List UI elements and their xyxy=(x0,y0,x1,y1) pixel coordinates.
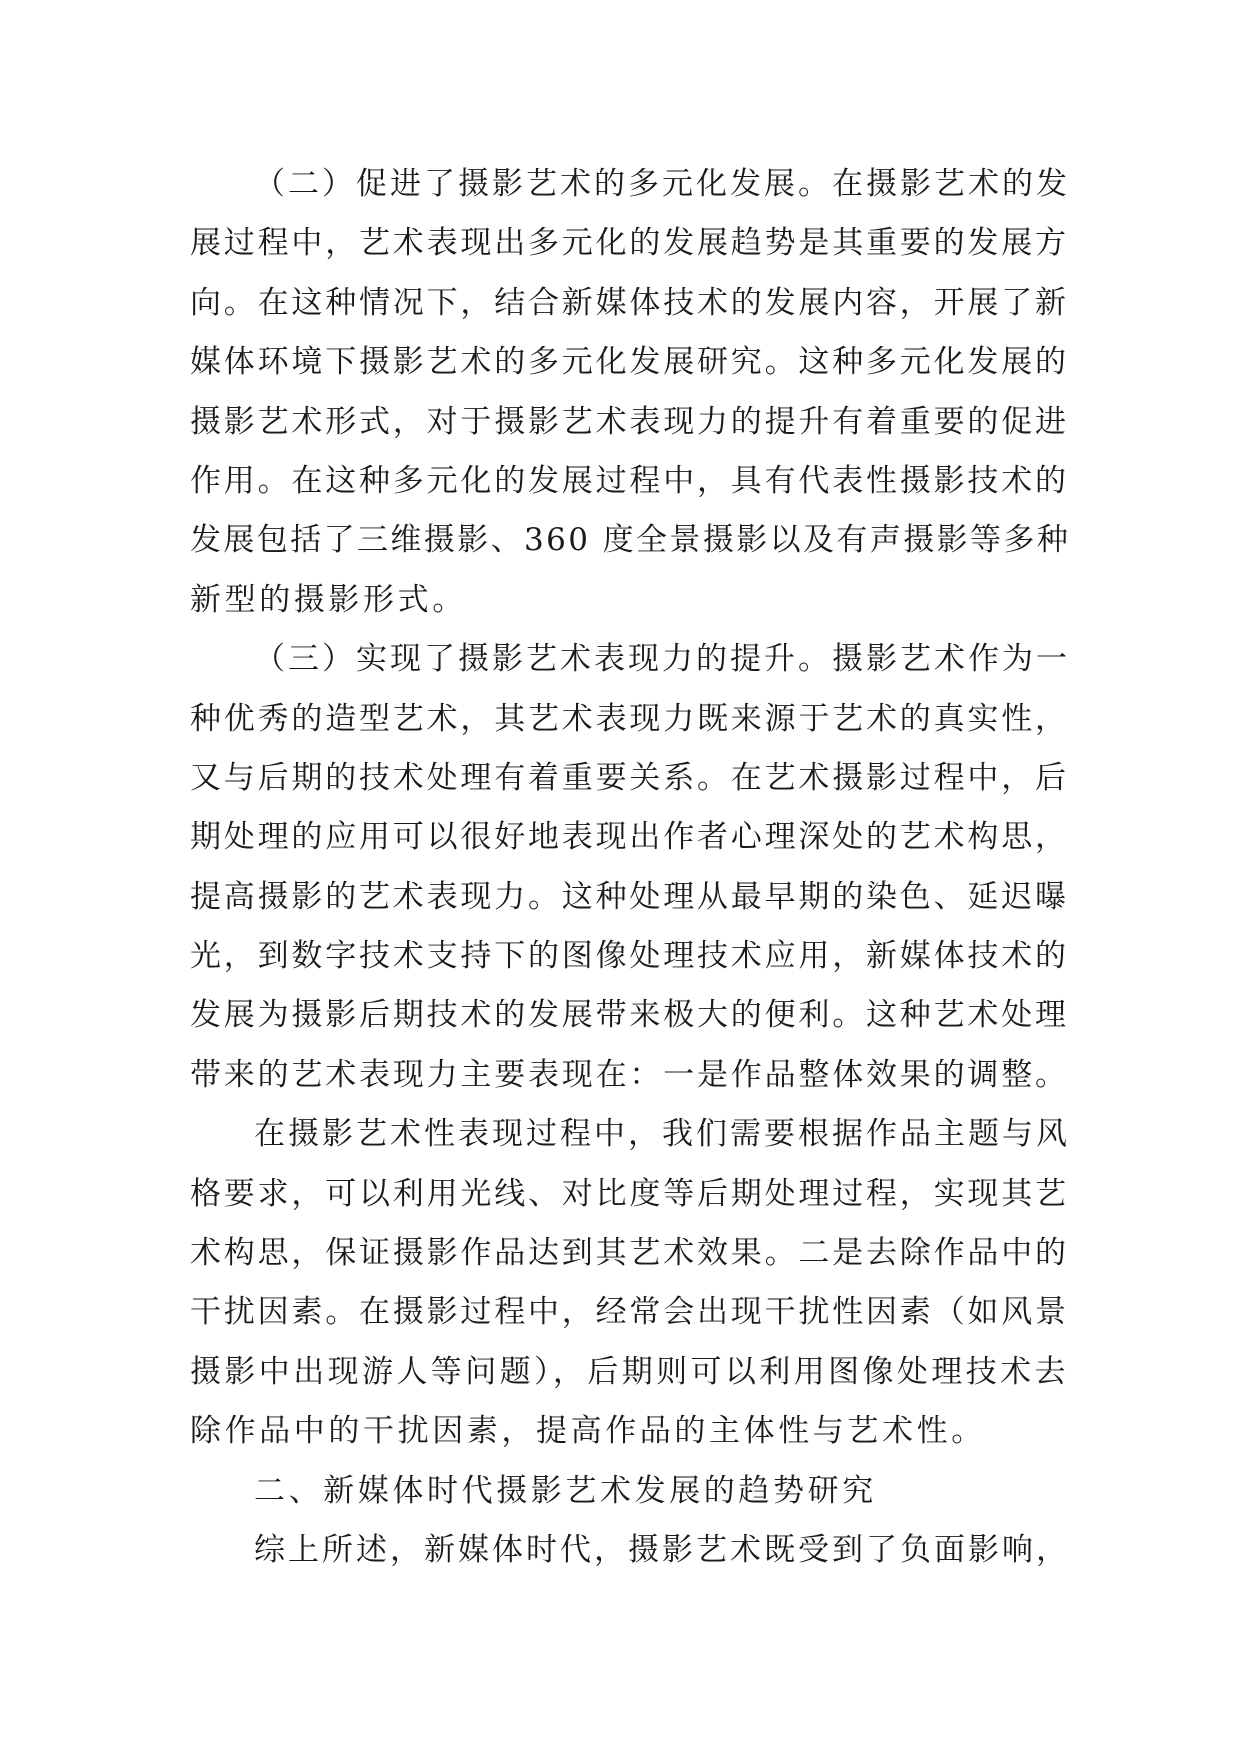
paragraph-line: 干扰因素。在摄影过程中，经常会出现干扰性因素（如风景 xyxy=(190,1294,1069,1331)
paragraph-line: 期处理的应用可以很好地表现出作者心理深处的艺术构思， xyxy=(190,819,1069,856)
paragraph-line: 种优秀的造型艺术，其艺术表现力既来源于艺术的真实性， xyxy=(190,700,1069,737)
paragraph-line: （三）实现了摄影艺术表现力的提升。摄影艺术作为一 xyxy=(254,641,1070,678)
paragraph-line: （二）促进了摄影艺术的多元化发展。在摄影艺术的发 xyxy=(254,166,1070,202)
paragraph-line: 展过程中，艺术表现出多元化的发展趋势是其重要的发展方 xyxy=(190,225,1069,262)
paragraph-line: 摄影中出现游人等问题），后期则可以利用图像处理技术去 xyxy=(190,1353,1069,1390)
paragraph-line: 又与后期的技术处理有着重要关系。在艺术摄影过程中，后 xyxy=(190,759,1069,796)
paragraph-line: 光，到数字技术支持下的图像处理技术应用，新媒体技术的 xyxy=(190,938,1069,975)
paragraph-line: 新型的摄影形式。 xyxy=(190,581,467,618)
section-heading: 二、新媒体时代摄影艺术发展的趋势研究 xyxy=(254,1472,877,1509)
paragraph-line: 作用。在这种多元化的发展过程中，具有代表性摄影技术的 xyxy=(190,462,1069,499)
paragraph-line: 提高摄影的艺术表现力。这种处理从最早期的染色、延迟曝 xyxy=(190,878,1069,915)
paragraph-line: 摄影艺术形式，对于摄影艺术表现力的提升有着重要的促进 xyxy=(190,403,1069,440)
paragraph-line: 除作品中的干扰因素，提高作品的主体性与艺术性。 xyxy=(190,1413,986,1450)
paragraph-line: 带来的艺术表现力主要表现在：一是作品整体效果的调整。 xyxy=(190,1056,1069,1093)
body-text xyxy=(190,155,1070,1580)
paragraph-line: 综上所述，新媒体时代，摄影艺术既受到了负面影响， xyxy=(254,1531,1070,1568)
paragraph-line: 发展为摄影后期技术的发展带来极大的便利。这种艺术处理 xyxy=(190,997,1069,1034)
paragraph-line: 媒体环境下摄影艺术的多元化发展研究。这种多元化发展的 xyxy=(190,344,1069,381)
paragraph-line: 向。在这种情况下，结合新媒体技术的发展内容，开展了新 xyxy=(190,284,1069,321)
paragraph-line: 术构思，保证摄影作品达到其艺术效果。二是去除作品中的 xyxy=(190,1235,1069,1272)
paragraph-line: 发展包括了三维摄影、360 度全景摄影以及有声摄影等多种 xyxy=(190,522,1071,559)
paragraph-line: 格要求，可以利用光线、对比度等后期处理过程，实现其艺 xyxy=(190,1175,1069,1212)
paragraph-line: 在摄影艺术性表现过程中，我们需要根据作品主题与风 xyxy=(254,1116,1070,1153)
